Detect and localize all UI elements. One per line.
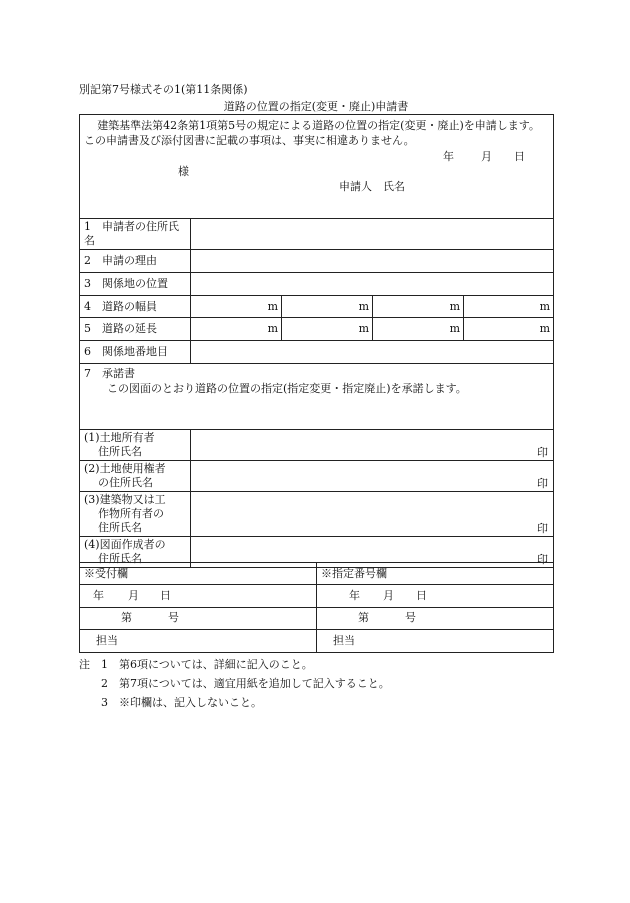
designation-day: 日 <box>416 589 427 602</box>
drawing-maker-field[interactable]: 印 <box>191 537 554 568</box>
office-number-row <box>80 608 554 630</box>
designation-date-cell[interactable] <box>317 585 554 608</box>
building-owner-label-line3: 住所氏名 <box>98 521 142 534</box>
reason-label: 2 申請の理由 <box>80 250 191 273</box>
applicant-address-row <box>80 219 554 250</box>
road-length-field-3[interactable]: m <box>373 318 464 341</box>
land-user-label-line1: (2)土地使用権者 <box>84 462 166 475</box>
land-owner-label-line2: 住所氏名 <box>98 445 142 458</box>
building-owner-label <box>80 492 191 537</box>
road-width-field-3[interactable]: m <box>373 296 464 318</box>
land-user-row <box>80 461 554 492</box>
date-month-label: 月 <box>481 150 492 163</box>
designation-number-prefix: 第 <box>358 611 369 624</box>
road-width-field-1[interactable]: m <box>191 296 282 318</box>
road-width-field-4[interactable]: m <box>464 296 554 318</box>
building-owner-label-line1: (3)建築物又は工 <box>84 493 166 506</box>
drawing-maker-label-line1: (4)図面作成者の <box>84 538 166 551</box>
consent-row <box>80 364 554 430</box>
form-number: 別記第7号様式その1(第11条関係) <box>79 83 248 96</box>
office-header-row <box>80 563 554 585</box>
road-width-row <box>80 296 554 318</box>
designation-number-cell[interactable] <box>317 608 554 630</box>
office-date-row <box>80 585 554 608</box>
application-form-table <box>79 114 554 568</box>
reason-field[interactable] <box>191 250 554 273</box>
land-user-label-line2: の住所氏名 <box>98 476 153 489</box>
road-width-label: 4 道路の幅員 <box>80 296 191 318</box>
note-text: 第7項については、適宜用紙を追加して記入すること。 <box>119 677 390 690</box>
reception-month: 月 <box>128 589 139 602</box>
building-owner-label-line2: 作物所有者の <box>98 507 164 520</box>
designation-year: 年 <box>349 589 360 602</box>
addressee-suffix: 様 <box>178 165 189 178</box>
reception-number-cell[interactable] <box>80 608 317 630</box>
note-text: ※印欄は、記入しないこと。 <box>119 696 262 709</box>
reception-year: 年 <box>93 589 104 602</box>
road-length-label: 5 道路の延長 <box>80 318 191 341</box>
declaration-text: 建築基準法第42条第1項第5号の規定による道路の位置の指定(変更・廃止)を申請します。この申請書及び添付図書に記載の事項は、事実に相違ありません。 <box>84 119 540 147</box>
note-number: 1 <box>101 658 108 671</box>
land-user-label <box>80 461 191 492</box>
building-owner-field[interactable]: 印 <box>191 492 554 537</box>
drawing-maker-label-line2: 住所氏名 <box>98 552 142 565</box>
reception-day: 日 <box>160 589 171 602</box>
road-length-field-4[interactable]: m <box>464 318 554 341</box>
road-width-field-2[interactable]: m <box>282 296 373 318</box>
applicant-address-label: 1 申請者の住所氏名 <box>80 219 191 250</box>
form-title: 道路の位置の指定(変更・廃止)申請書 <box>223 100 409 113</box>
note-number: 3 <box>101 696 108 709</box>
location-field[interactable] <box>191 273 554 296</box>
reception-number-prefix: 第 <box>121 611 132 624</box>
building-owner-row <box>80 492 554 537</box>
notes-label: 注 <box>79 658 90 671</box>
note-text: 第6項については、詳細に記入のこと。 <box>119 658 313 671</box>
reason-row <box>80 250 554 273</box>
designation-month: 月 <box>383 589 394 602</box>
reception-date-cell[interactable] <box>80 585 317 608</box>
road-length-field-2[interactable]: m <box>282 318 373 341</box>
note-number: 2 <box>101 677 108 690</box>
reception-staff[interactable]: 担当 <box>80 630 317 653</box>
intro-row <box>80 115 554 219</box>
land-owner-field[interactable]: 印 <box>191 430 554 461</box>
location-row <box>80 273 554 296</box>
lot-numbers-field[interactable] <box>191 341 554 364</box>
road-length-row <box>80 318 554 341</box>
date-day-label: 日 <box>514 150 525 163</box>
date-year-label: 年 <box>443 150 454 163</box>
office-staff-row <box>80 630 554 653</box>
office-use-table <box>79 562 554 653</box>
lot-numbers-label: 6 関係地番地目 <box>80 341 191 364</box>
land-owner-row <box>80 430 554 461</box>
designation-staff[interactable]: 担当 <box>317 630 554 653</box>
applicant-name-label: 申請人 氏名 <box>339 180 405 193</box>
lot-numbers-row <box>80 341 554 364</box>
land-owner-label <box>80 430 191 461</box>
reception-number-suffix: 号 <box>168 611 179 624</box>
land-user-field[interactable]: 印 <box>191 461 554 492</box>
intro-cell <box>80 115 554 219</box>
location-label: 3 関係地の位置 <box>80 273 191 296</box>
designation-header: ※指定番号欄 <box>317 563 554 585</box>
consent-cell <box>80 364 554 430</box>
road-length-field-1[interactable]: m <box>191 318 282 341</box>
land-owner-label-line1: (1)土地所有者 <box>84 431 155 444</box>
consent-label: 7 承諾書 <box>84 367 135 380</box>
reception-header: ※受付欄 <box>80 563 317 585</box>
applicant-address-field[interactable] <box>191 219 554 250</box>
designation-number-suffix: 号 <box>405 611 416 624</box>
consent-text: この図面のとおり道路の位置の指定(指定変更・指定廃止)を承諾します。 <box>107 382 467 395</box>
